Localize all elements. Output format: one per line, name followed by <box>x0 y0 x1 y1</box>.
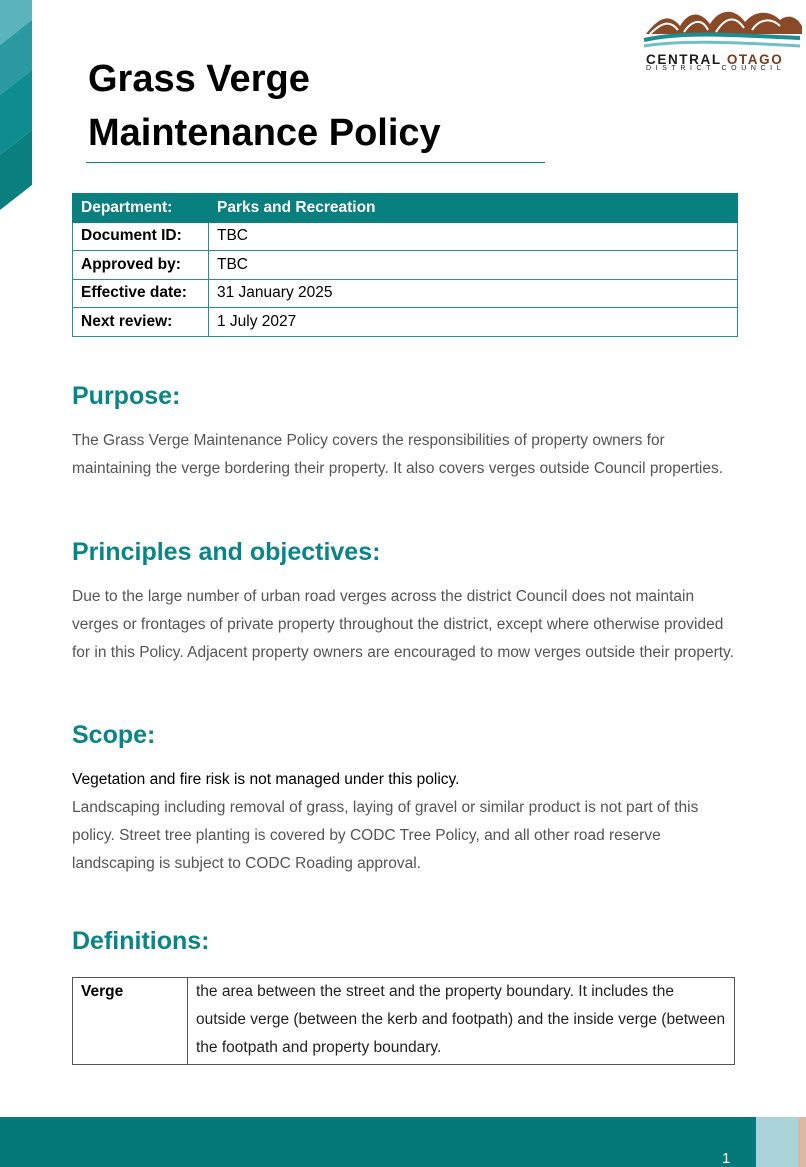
title-line-2: Maintenance Policy <box>88 112 441 154</box>
info-label: Effective date: <box>73 279 209 308</box>
definition-text: the area between the street and the property boundary. It includes the outside verge (between the kerb and footpath) and the inside verge (between the footpath and property boundary. <box>188 978 735 1065</box>
decorative-corner <box>0 0 32 215</box>
info-value: TBC <box>209 251 738 280</box>
info-label: Department: <box>73 194 209 223</box>
document-info-table <box>72 193 738 337</box>
scope-line-1: Vegetation and fire risk is not managed under this policy. <box>72 771 460 788</box>
footer-accent-block <box>756 1117 798 1167</box>
definition-row <box>73 978 735 1065</box>
info-label: Approved by: <box>73 251 209 280</box>
footer-edge-strip <box>798 1117 806 1167</box>
info-row-department <box>73 194 738 223</box>
logo-subtitle: DISTRICT COUNCIL <box>646 65 786 72</box>
purpose-text: The Grass Verge Maintenance Policy covers the responsibilities of property owners for maintaining the verge bordering their property. It also covers verges outside Council properties. <box>72 432 724 477</box>
info-label: Document ID: <box>73 222 209 251</box>
definitions-table <box>72 977 735 1065</box>
info-value: 31 January 2025 <box>209 279 738 308</box>
info-value: Parks and Recreation <box>209 194 738 223</box>
info-row-effective-date <box>73 279 738 308</box>
definition-term: Verge <box>73 978 188 1065</box>
info-value: 1 July 2027 <box>209 308 738 337</box>
scope-text: Landscaping including removal of grass, laying of gravel or similar product is not part of this policy. Street tree planting is covered by CODC Tree Policy, and all other road reserve landscaping is subject to CODC Roading approval. <box>72 799 699 872</box>
info-value: TBC <box>209 222 738 251</box>
principles-text: Due to the large number of urban road verges across the district Council does not maintain verges or frontages of private property throughout the district, except where otherwise provided for in this Policy. Adjacent property owners are encouraged to mow verges outside their property. <box>72 588 734 661</box>
info-row-next-review <box>73 308 738 337</box>
logo-wordmark: CENTRAL OTAGO <box>646 52 784 67</box>
scope-heading: Scope: <box>72 721 156 749</box>
info-label: Next review: <box>73 308 209 337</box>
info-row-approved-by <box>73 251 738 280</box>
title-underline <box>86 162 545 163</box>
principles-heading: Principles and objectives: <box>72 538 381 566</box>
definitions-heading: Definitions: <box>72 927 210 955</box>
title-line-1: Grass Verge <box>88 58 310 100</box>
page-title <box>88 52 441 160</box>
purpose-heading: Purpose: <box>72 382 181 410</box>
page-number: 1 <box>722 1150 731 1167</box>
footer-bar <box>0 1117 806 1167</box>
info-row-document-id <box>73 222 738 251</box>
